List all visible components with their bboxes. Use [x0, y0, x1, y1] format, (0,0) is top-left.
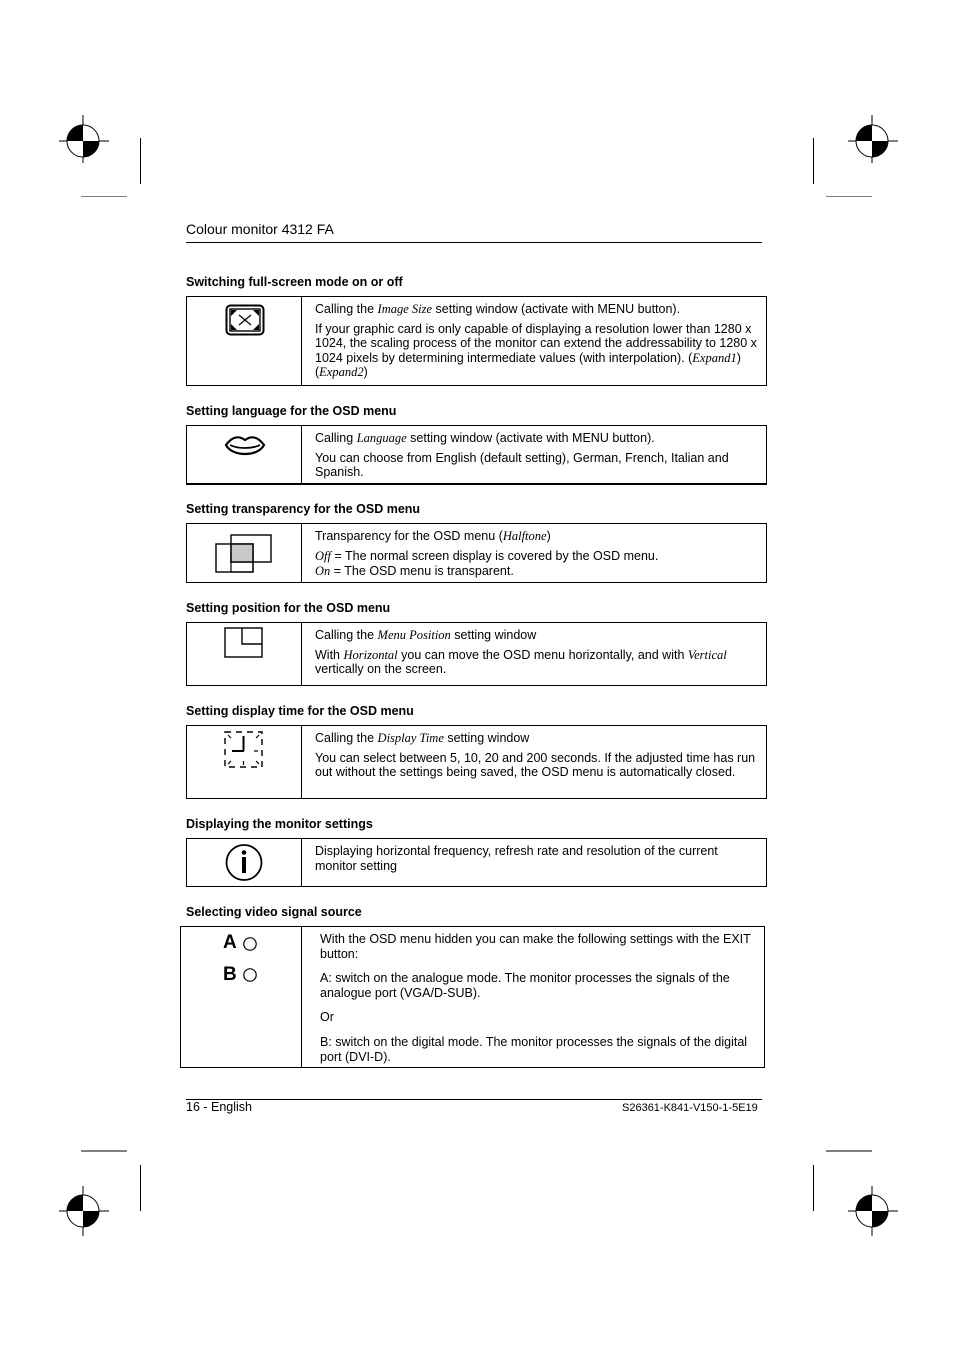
section-title-position: Setting position for the OSD menu — [186, 601, 391, 615]
description-text: With the OSD menu hidden you can make the following settings with the EXIT button: — [320, 932, 751, 961]
description-text: Calling the — [315, 302, 378, 316]
table-position — [186, 622, 767, 686]
description-text: setting window — [443, 731, 530, 745]
setting-term: On — [315, 564, 331, 579]
table-monitor-settings — [186, 838, 767, 887]
description-paragraph — [315, 564, 758, 579]
header-rule — [186, 242, 762, 243]
description-text: Calling — [315, 431, 357, 445]
info-icon — [225, 843, 265, 883]
circle-a-icon — [242, 936, 258, 952]
description-paragraph — [315, 844, 758, 873]
registration-mark-bottom-right — [826, 1150, 906, 1240]
description-cell — [302, 726, 766, 798]
description-text: setting window (activate with MENU button). — [432, 302, 681, 316]
description-text: ) ( — [315, 350, 741, 380]
section-title-monitor-settings: Displaying the monitor settings — [186, 817, 373, 831]
description-text: ) — [546, 529, 551, 543]
description-text: you can move the OSD menu horizontally, and with — [397, 647, 688, 662]
section-title-display-time: Setting display time for the OSD menu — [186, 704, 414, 718]
description-paragraph — [320, 932, 756, 961]
setting-term: Expand2 — [319, 365, 364, 380]
icon-cell — [181, 927, 302, 1067]
description-paragraph — [315, 529, 758, 544]
description-text: Displaying horizontal frequency, refresh rate and resolution of the current monitor setting — [315, 844, 718, 873]
description-cell — [302, 927, 764, 1067]
description-text: If your graphic card is only capable of displaying a resolution lower than 1280 x 1024, the scaling process of the monitor can extend the addressability to 1280 x 1024 pixels by determining intermediate values (with interpolation). ( — [315, 321, 757, 365]
crop-line-tr-v — [813, 138, 814, 184]
description-text: setting window (activate with MENU button). — [406, 431, 655, 445]
setting-term: Halftone — [502, 529, 547, 543]
transparency-icon — [215, 534, 273, 574]
description-text: = The normal screen display is covered by the OSD menu. — [330, 548, 659, 563]
icon-cell — [187, 839, 302, 886]
footer-rule — [186, 1099, 762, 1100]
table-video-source — [180, 926, 765, 1068]
page-number: 16 - English — [186, 1100, 253, 1114]
setting-term: Menu Position — [377, 628, 451, 642]
description-paragraph — [315, 302, 758, 317]
setting-term: Display Time — [377, 731, 444, 745]
section-title-language: Setting language for the OSD menu — [186, 404, 397, 418]
lips-language-icon — [224, 433, 266, 461]
document-id: S26361-K841-V150-1-5E19 — [622, 1102, 758, 1114]
description-text: Transparency for the OSD menu ( — [315, 529, 503, 543]
registration-mark-bottom-left — [55, 1150, 135, 1240]
table-display-time — [186, 725, 767, 799]
menu-position-icon — [224, 627, 264, 659]
description-text: You can select between 5, 10, 20 and 200 seconds. If the adjusted time has run out without the settings being saved, the OSD menu is automatically closed. — [315, 750, 756, 780]
description-cell — [302, 426, 766, 483]
description-paragraph — [315, 549, 758, 564]
icon-cell — [187, 623, 302, 685]
registration-mark-top-right — [826, 115, 906, 197]
circle-b-icon — [242, 967, 258, 983]
table-language — [186, 425, 767, 485]
icon-cell — [187, 426, 302, 483]
description-cell — [302, 524, 766, 582]
description-text: vertically on the screen. — [315, 662, 447, 677]
description-paragraph — [320, 1010, 756, 1025]
icon-cell — [187, 726, 302, 798]
setting-term: Vertical — [687, 647, 727, 662]
table-transparency — [186, 523, 767, 583]
description-paragraph — [315, 648, 758, 677]
description-cell — [302, 623, 766, 685]
description-paragraph — [315, 451, 758, 480]
setting-term: Image Size — [377, 302, 433, 316]
description-paragraph — [315, 751, 758, 780]
description-text: = The OSD menu is transparent. — [330, 564, 514, 579]
image-size-icon — [225, 304, 265, 336]
description-paragraph — [320, 1035, 756, 1064]
description-paragraph — [320, 971, 756, 1000]
section-title-fullscreen: Switching full-screen mode on or off — [186, 275, 403, 289]
icon-cell — [187, 524, 302, 582]
section-title-transparency: Setting transparency for the OSD menu — [186, 502, 421, 516]
source-b-label: B — [223, 964, 237, 985]
crop-line-tl-v — [140, 138, 141, 184]
crop-line-bl-v — [140, 1165, 141, 1211]
crop-line-br-v — [813, 1165, 814, 1211]
description-text: setting window — [450, 628, 537, 642]
setting-term: Horizontal — [343, 647, 398, 662]
description-text: Or — [320, 1010, 334, 1025]
description-text: With — [315, 647, 344, 662]
description-paragraph — [315, 322, 758, 380]
source-a-label: A — [223, 932, 237, 953]
registration-mark-top-left — [55, 115, 135, 197]
display-time-icon — [224, 731, 264, 769]
description-text: Calling the — [315, 731, 378, 745]
description-text: You can choose from English (default setting), German, French, Italian and Spanish. — [315, 450, 729, 480]
description-cell — [302, 839, 766, 886]
icon-cell — [187, 297, 302, 385]
description-text: B: switch on the digital mode. The monitor processes the signals of the digital port (DVI-D). — [320, 1034, 748, 1064]
description-cell — [302, 297, 766, 385]
description-paragraph — [315, 431, 758, 446]
description-paragraph — [315, 731, 758, 746]
description-paragraph — [315, 628, 758, 643]
setting-term: Off — [315, 548, 331, 563]
section-title-video-source: Selecting video signal source — [186, 905, 362, 919]
description-text: ) — [363, 365, 368, 380]
description-text: Calling the — [315, 628, 378, 642]
description-text: A: switch on the analogue mode. The monitor processes the signals of the analogue port (VGA/D-SUB). — [320, 971, 730, 1000]
table-fullscreen — [186, 296, 767, 386]
setting-term: Expand1 — [692, 350, 737, 365]
running-header: Colour monitor 4312 FA — [186, 221, 334, 237]
setting-term: Language — [356, 431, 407, 445]
